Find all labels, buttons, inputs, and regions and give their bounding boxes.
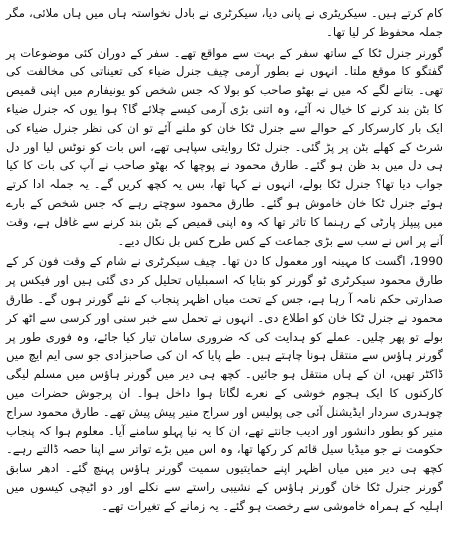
paragraph-2: گورنر جنرل ٹکا کے ساتھ سفر کے بہت سے مواقع تھے۔ سفر کے دوران کئی موضوعات پر گفتگو کا موقع ملتا۔ انہوں نے بطور آرمی چیف جنرل ضیاء کی تعیناتی کی مخالفت کی تھی۔ بتانے لگے کہ میں نے بھٹو صاحب کو بولا کہ جس شخص کو یونیفارم میں اپنی قمیص کا بٹن بند کرنے کا خیال نہ آئے، وہ اتنی بڑی آرمی کیسے چلائے گا؟ ہوا یوں کہ جنرل ضیاء ایک بار کارسرکار کے حوالے سے جنرل ٹکا خان کو ملنے آئے تو ان کی نظر جنرل ضیاء کی شرٹ کے کھلے بٹن پر پڑ گئی۔ جنرل ٹکا روایتی سپاہی تھے، اس بات کو نوٹس لیا اور دل ہی دل میں بد ظن ہو گئے۔ طارق محمود نے پوچھا کہ بھٹو صاحب نے آپ کی بات کا کیا جواب دیا تھا؟ جنرل ٹکا بولے، انہوں نے کہا تھا، بس یہ کچھ کریں گے۔ یہ جملہ ادا کرتے ہوئے جنرل ٹکا خان خاموش ہو گئے۔ طارق محمود سوچتے رہے کہ جس شخص کے بارے میں پیپلز پارٹی کے رہنما کا تاثر تھا کہ وہ اپنی قمیص کے بٹن بند کرنے سے غافل ہے، وقت آنے پر اس نے سب سے بڑی جماعت کے کس طرح کس بل نکال دیے۔ [6, 45, 443, 248]
paragraph-1: کام کرتے ہیں۔ سیکریٹری نے پانی دیا، سیکرٹری نے بادل نخواستہ ہاں میں ہاں ملائی، مگر جملہ محفوظ کر لیا تھا۔ [6, 6, 443, 39]
paragraph-3: 1990، اگست کا مہینہ اور معمول کا دن تھا۔ چیف سیکرٹری نے شام کے وقت فون کر کے طارق محمود سیکرٹری ٹو گورنر کو بتایا کہ اسمبلیاں تحلیل کر دی گئی ہیں اور فیکس پر صدارتی حکم نامہ آ رہا ہے، جس کے تحت میاں اظہر پنجاب کے نئے گورنر ہوں گے۔ طارق محمود نے جنرل ٹکا خان کو اطلاع دی۔ انہوں نے تحمل سے خبر سنی اور کرسی سے اٹھ کر بولے تو پھر چلیں۔ عملے کو ہدایت کی کہ ضروری سامان تیار کیا جائے، وہ فوری طور پر گورنر ہاؤس سے منتقل ہونا چاہتے ہیں۔ طے پایا کہ ان کی صاحبزادی جو سی ایم ایچ میں ڈاکٹر تھیں، ان کے ہاں منتقل ہو جائیں۔ کچھ ہی دیر میں گورنر ہاؤس میں مسلم لیگی کارکنوں کا ایک ہجوم خوشی کے نعرے لگاتا ہوا داخل ہوا۔ ان پرجوش حضرات میں چوہدری سردار ایڈیشنل آئی جی پولیس اور سراج منیر پیش پیش تھے۔ طارق محمود سراج منیر کو بطور دانشور اور ادیب جانتے تھے، ان کا یہ نیا پہلو سامنے آیا۔ معلوم ہوا کہ پنجاب حکومت نے جو میڈیا سیل قائم کر رکھا تھا، وہ اس میں بڑے تواتر سے اپنا حصہ ڈالتے رہے۔ کچھ ہی دیر میں میاں اظہر اپنے حمایتیوں سمیت گورنر ہاؤس پہنچ گئے۔ ادھر سابق گورنر جنرل ٹکا خان گورنر ہاؤس کے نشیبی راستے سے نکلے اور دو اٹیچی کیسوں میں اہلیہ کے ہمراہ خاموشی سے رخصت ہو گئے۔ یہ زمانے کے تغیرات تھے۔ [6, 254, 443, 513]
